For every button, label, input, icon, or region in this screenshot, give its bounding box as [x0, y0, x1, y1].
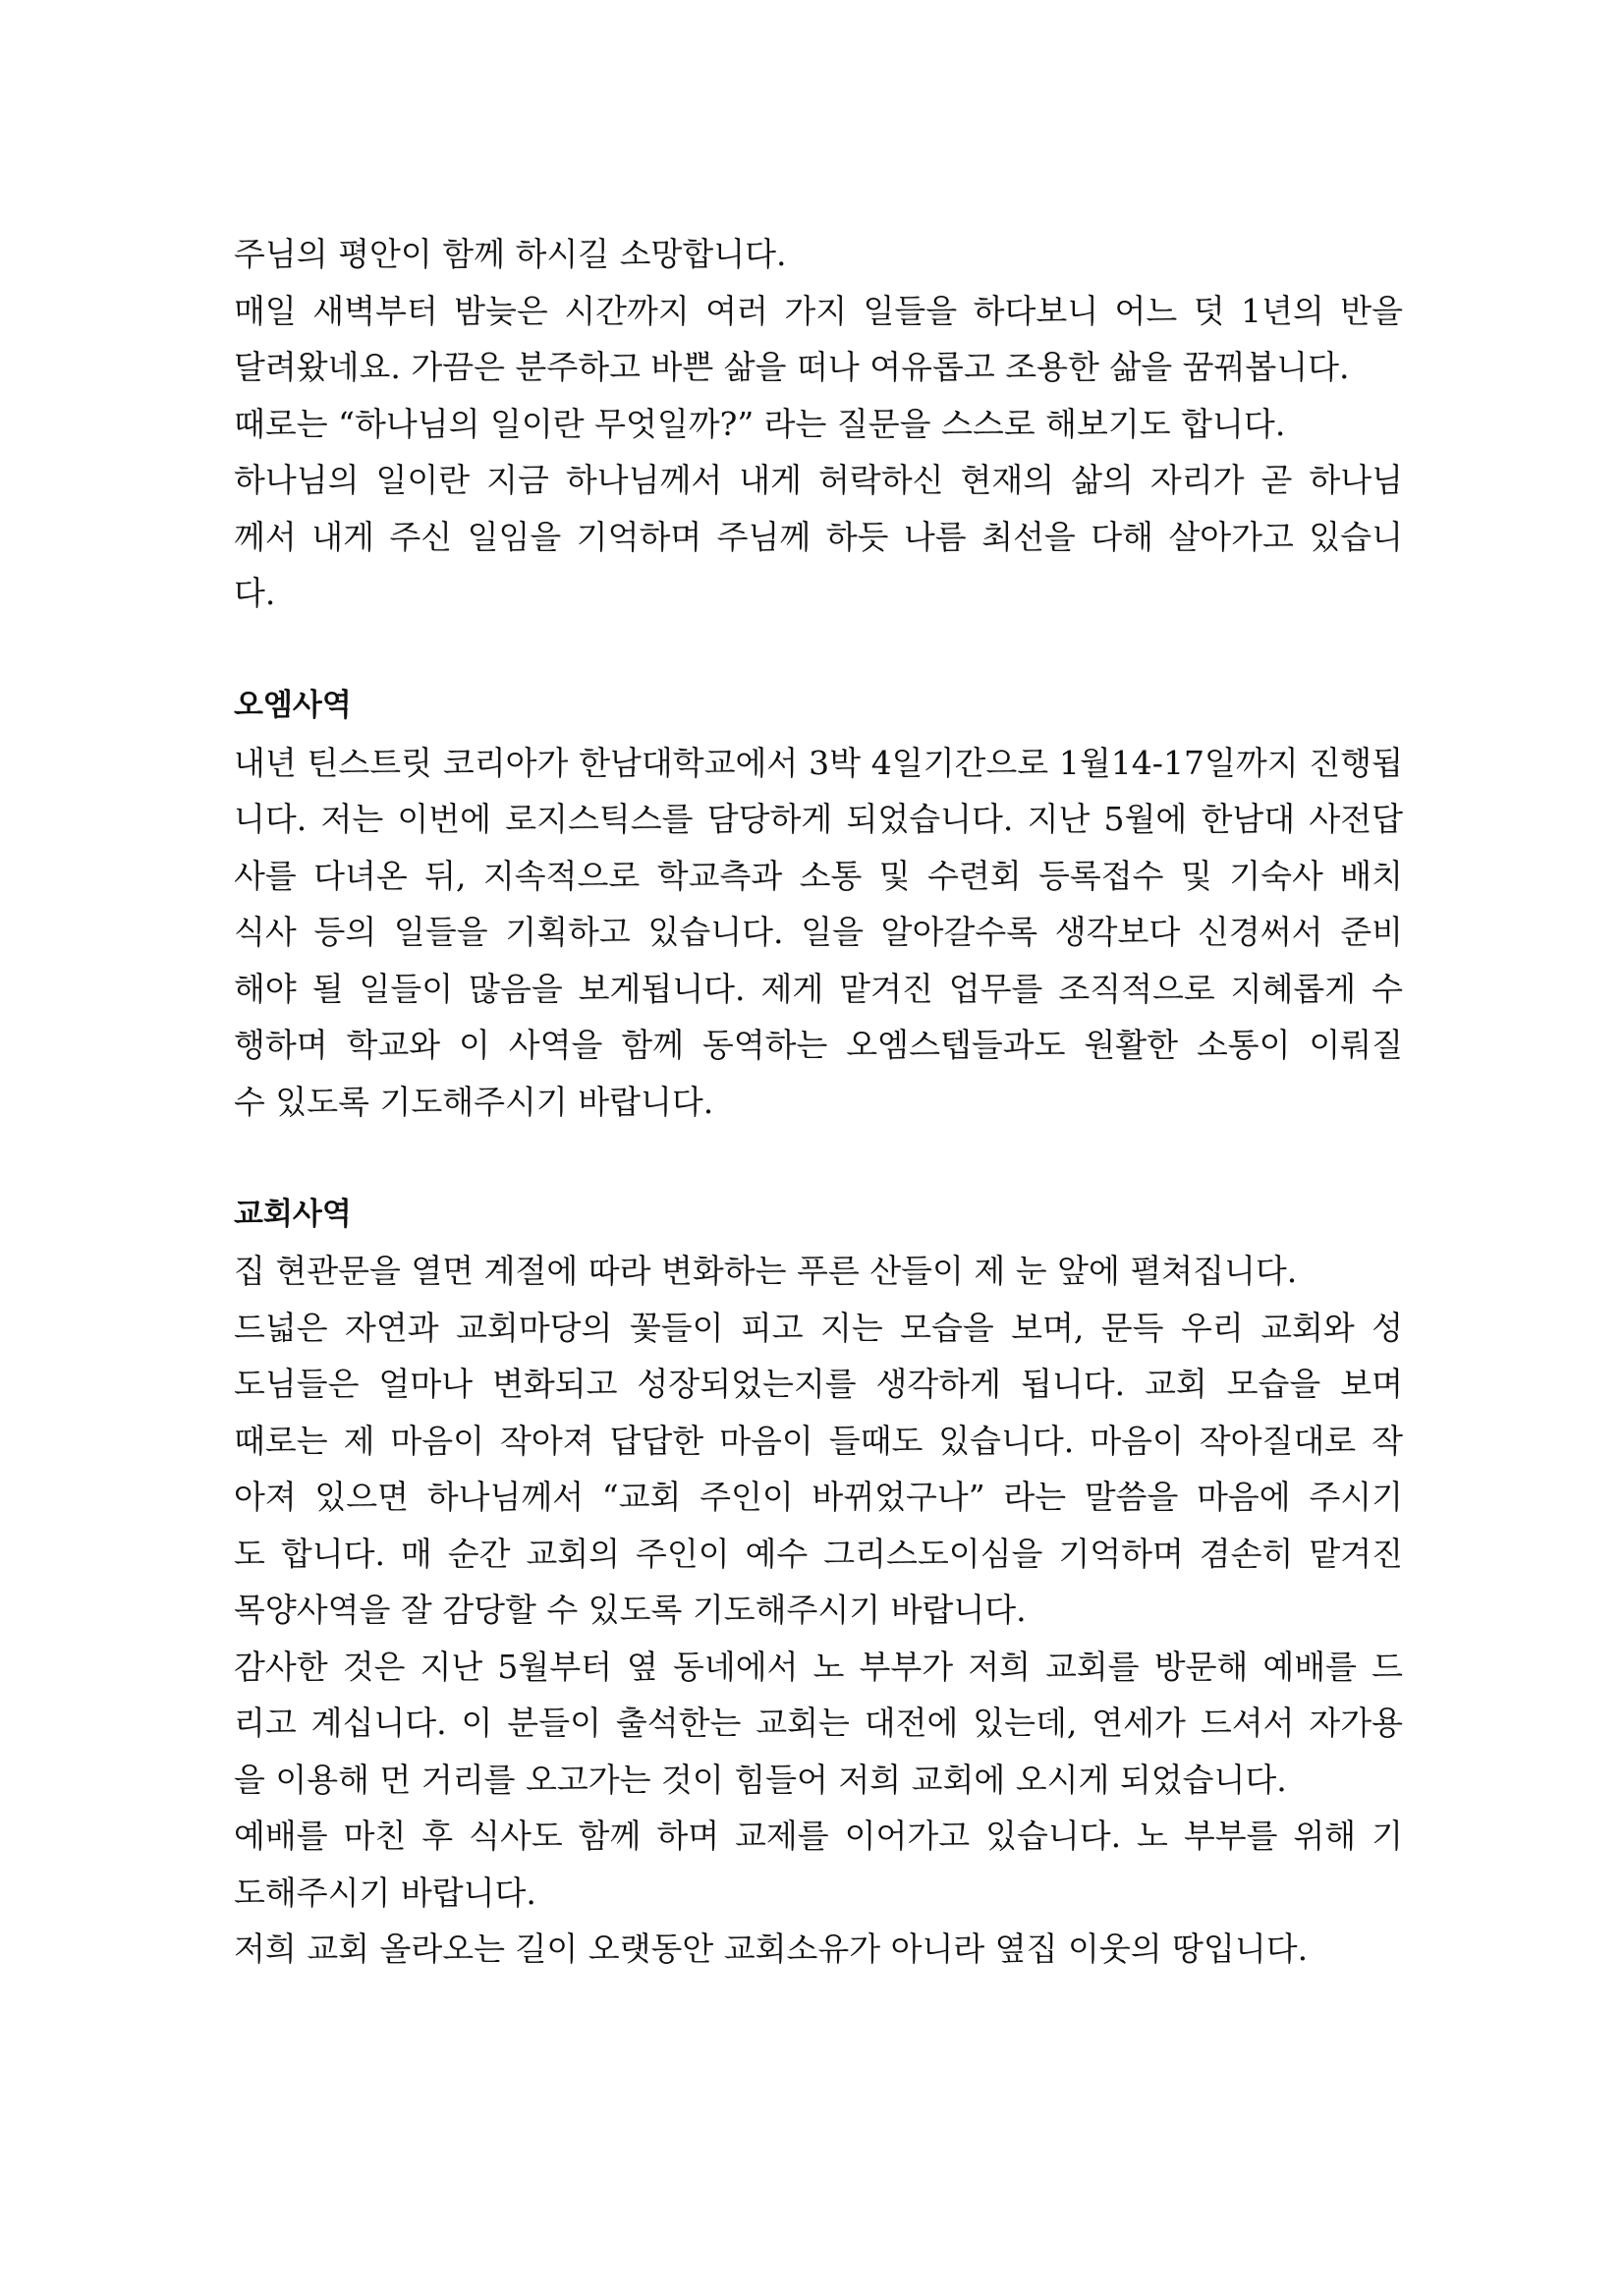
text-line: 을 이용해 먼 거리를 오고가는 것이 힘들어 저희 교회에 오시게 되었습니다.: [234, 1760, 1287, 1799]
text-line: 주님의 평안이 함께 하시길 소망합니다.: [234, 235, 787, 273]
text-line: 아져 있으면 하나님께서 “교회 주인이 바뀌었구나” 라는 말씀을 마음에 주시기: [234, 1478, 1403, 1516]
text-line: 드넓은 자연과 교회마당의 꽃들이 피고 지는 모습을 보며, 문득 우리 교회와 성: [234, 1308, 1403, 1347]
document-body: [234, 226, 1403, 1978]
text-line: 도해주시기 바랍니다.: [234, 1873, 536, 1912]
church-ministry-section: [234, 1187, 1403, 1978]
text-line: 니다. 저는 이번에 로지스틱스를 담당하게 되었습니다. 지난 5월에 한남대 사전답: [234, 800, 1403, 838]
text-line: 목양사역을 잘 감당할 수 있도록 기도해주시기 바랍니다.: [234, 1591, 1027, 1629]
text-line: 때로는 “하나님의 일이란 무엇일까?” 라는 질문을 스스로 해보기도 합니다.: [234, 404, 1286, 443]
text-line: 해야 될 일들이 많음을 보게됩니다. 제게 맡겨진 업무를 조직적으로 지혜롭게 수: [234, 969, 1403, 1008]
text-line: 수 있도록 기도해주시기 바랍니다.: [234, 1082, 714, 1121]
blank-line: [234, 1130, 1403, 1187]
text-line: 내년 틴스트릿 코리아가 한남대학교에서 3박 4일기간으로 1월14-17일까지 진행됩: [234, 743, 1403, 782]
text-line: 행하며 학교와 이 사역을 함께 동역하는 오엠스텝들과도 원활한 소통이 이뤄질: [234, 1026, 1403, 1064]
text-line: 예배를 마친 후 식사도 함께 하며 교제를 이어가고 있습니다. 노 부부를 위해 기: [234, 1817, 1403, 1855]
text-line: 저희 교회 올라오는 길이 오랫동안 교회소유가 아니라 옆집 이웃의 땅입니다.: [234, 1930, 1309, 1968]
text-line: 달려왔네요. 가끔은 분주하고 바쁜 삶을 떠나 여유롭고 조용한 삶을 꿈꿔봅니다.: [234, 348, 1350, 386]
text-line: 께서 내게 주신 일임을 기억하며 주님께 하듯 나름 최선을 다해 살아가고 있습니: [234, 517, 1403, 556]
text-line: 집 현관문을 열면 계절에 따라 변화하는 푸른 산들이 제 눈 앞에 펼쳐집니다.: [234, 1252, 1298, 1290]
blank-line: [234, 622, 1403, 679]
text-line: 도님들은 얼마나 변화되고 성장되었는지를 생각하게 됩니다. 교회 모습을 보며: [234, 1365, 1403, 1403]
section-heading: 오엠사역: [234, 688, 352, 723]
text-line: 식사 등의 일들을 기획하고 있습니다. 일을 알아갈수록 생각보다 신경써서 준비: [234, 913, 1403, 951]
section-heading: 교회사역: [234, 1196, 352, 1232]
text-line: 감사한 것은 지난 5월부터 옆 동네에서 노 부부가 저희 교회를 방문해 예배를 드: [234, 1647, 1403, 1686]
intro-paragraph: [234, 226, 1403, 622]
om-ministry-section: [234, 678, 1403, 1130]
text-line: 사를 다녀온 뒤, 지속적으로 학교측과 소통 및 수련회 등록접수 및 기숙사 배치: [234, 856, 1403, 895]
text-line: 도 합니다. 매 순간 교회의 주인이 예수 그리스도이심을 기억하며 겸손히 맡겨진: [234, 1534, 1403, 1573]
text-line: 다.: [234, 574, 276, 612]
text-line: 매일 새벽부터 밤늦은 시간까지 여러 가지 일들을 하다보니 어느 덧 1년의 반을: [234, 291, 1403, 330]
text-line: 하나님의 일이란 지금 하나님께서 내게 허락하신 현재의 삶의 자리가 곧 하나님: [234, 461, 1403, 499]
text-line: 리고 계십니다. 이 분들이 출석한는 교회는 대전에 있는데, 연세가 드셔서 자가용: [234, 1704, 1403, 1742]
text-line: 때로는 제 마음이 작아져 답답한 마음이 들때도 있습니다. 마음이 작아질대로 작: [234, 1421, 1403, 1460]
